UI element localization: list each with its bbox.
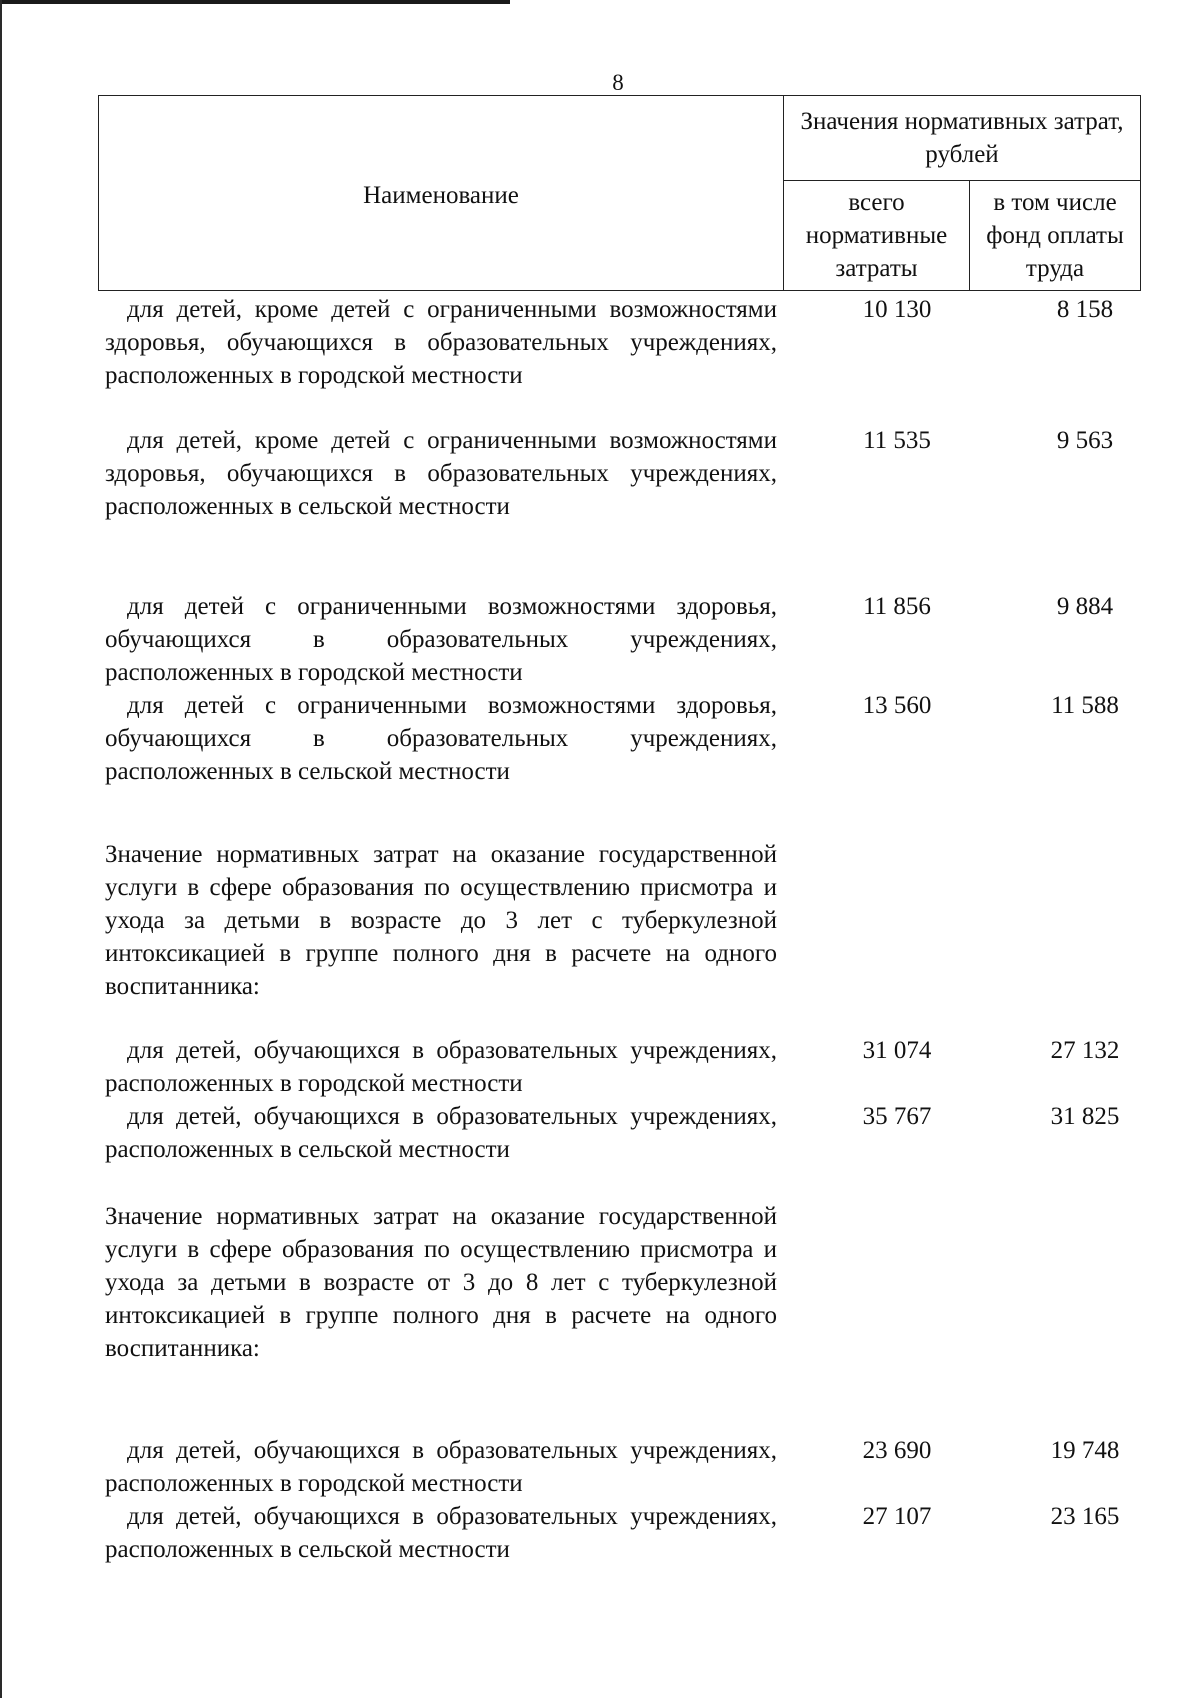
row-total: 35 767 [862, 1103, 932, 1130]
row-total: 23 690 [862, 1437, 932, 1464]
row-name: для детей, кроме детей с ограниченными возможностями здоровья, обучающихся в образовательных учреждениях, расположенных в сельской местности [105, 427, 777, 520]
row-name: для детей, обучающихся в образовательных учреждениях, расположенных в сельской местности [105, 1103, 777, 1163]
row-name: для детей, обучающихся в образовательных учреждениях, расположенных в городской местности [105, 1437, 777, 1497]
row-name: для детей, обучающихся в образовательных учреждениях, расположенных в городской местности [105, 1037, 777, 1097]
header-fund: в том числе фонд оплаты труда [970, 181, 1141, 291]
row-fund: 23 165 [1050, 1503, 1120, 1530]
row-total: 13 560 [862, 692, 932, 719]
row-total: 27 107 [862, 1503, 932, 1530]
row-name: для детей, кроме детей с ограниченными возможностями здоровья, обучающихся в образовательных учреждениях, расположенных в городской местности [105, 296, 777, 389]
section-heading: Значение нормативных затрат на оказание государственной услуги в сфере образования по осуществлению присмотра и ухода за детьми в возрасте от 3 до 8 лет с туберкулезной интоксикацией в группе полного дня в расчете на одного воспитанника: [105, 1203, 777, 1362]
row-fund: 27 132 [1050, 1037, 1120, 1064]
row-total: 31 074 [862, 1037, 932, 1064]
row-fund: 9 884 [1056, 593, 1114, 620]
page-number: 8 [612, 70, 624, 95]
row-name: для детей, обучающихся в образовательных учреждениях, расположенных в сельской местности [105, 1503, 777, 1563]
row-fund: 9 563 [1056, 427, 1114, 454]
header-group: Значения нормативных затрат, рублей [784, 96, 1141, 181]
row-fund: 11 588 [1051, 692, 1119, 719]
header-name: Наименование [99, 96, 784, 291]
section-heading: Значение нормативных затрат на оказание государственной услуги в сфере образования по осуществлению присмотра и ухода за детьми в возрасте до 3 лет с туберкулезной интоксикацией в группе полного дня в расчете на одного воспитанника: [105, 841, 777, 1000]
row-fund: 31 825 [1050, 1103, 1120, 1130]
row-name: для детей с ограниченными возможностями здоровья, обучающихся в образовательных учреждениях, расположенных в сельской местности [105, 692, 777, 785]
row-fund: 19 748 [1050, 1437, 1120, 1464]
header-total: всего нормативные затраты [784, 181, 970, 291]
row-total: 10 130 [862, 296, 932, 323]
row-total: 11 535 [863, 427, 931, 454]
row-fund: 8 158 [1056, 296, 1114, 323]
row-name: для детей с ограниченными возможностями здоровья, обучающихся в образовательных учреждениях, расположенных в городской местности [105, 593, 777, 686]
row-total: 11 856 [863, 593, 931, 620]
